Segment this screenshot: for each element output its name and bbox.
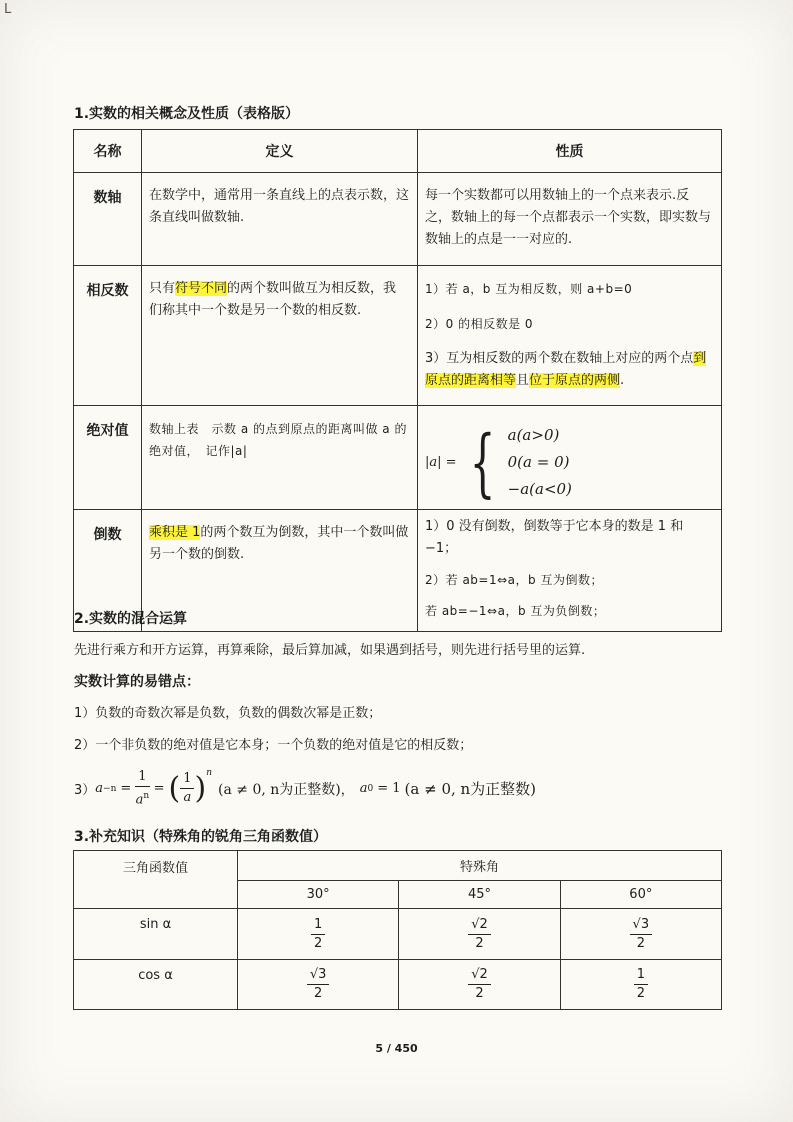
row-name: 数轴 — [74, 173, 142, 266]
row-name: 绝对值 — [74, 406, 142, 510]
angle-header: 45° — [399, 881, 560, 909]
row-definition: 只有符号不同的两个数叫做互为相反数，我们称其中一个数是另一个数的相反数. — [142, 266, 418, 406]
corner-mark: L — [4, 2, 12, 17]
angle-header: 60° — [560, 881, 721, 909]
real-number-table — [73, 129, 722, 632]
row-name: 倒数 — [74, 510, 142, 632]
header-name: 名称 — [74, 130, 142, 173]
header-definition: 定义 — [142, 130, 418, 173]
table-row — [74, 909, 722, 960]
table-row — [74, 173, 722, 266]
trig-header-row — [74, 851, 722, 881]
row-definition: 在数学中，通常用一条直线上的点表示数，这条直线叫做数轴. — [142, 173, 418, 266]
row-property: 每一个实数都可以用数轴上的一个点来表示.反之，数轴上的每一个点都表示一个实数，即实数与数轴上的点是一一对应的. — [418, 173, 722, 266]
highlight: 到原点的距离相等 — [425, 351, 707, 388]
brace-icon: { — [469, 419, 496, 506]
error-item: 2）一个非负数的绝对值是它本身；一个负数的绝对值是它的相反数； — [74, 738, 473, 753]
trig-fn: sin α — [74, 909, 238, 960]
trig-value: $\frac{√3}{2}$ — [560, 909, 721, 960]
section1-title: 1.实数的相关概念及性质（表格版） — [74, 106, 300, 122]
table-row — [74, 406, 722, 510]
table-row — [74, 960, 722, 1010]
header-property: 性质 — [418, 130, 722, 173]
trig-value: $\frac{√2}{2}$ — [399, 909, 560, 960]
section3-title: 3.补充知识（特殊角的锐角三角函数值） — [74, 829, 328, 845]
trig-value: $\frac{1}{2}$ — [560, 960, 721, 1010]
trig-value: $\frac{√3}{2}$ — [238, 960, 399, 1010]
mixed-operation-text: 先进行乘方和开方运算，再算乘除，最后算加减，如果遇到括号，则先进行括号里的运算. — [74, 643, 586, 658]
trig-value: $\frac{1}{2}$ — [238, 909, 399, 960]
highlight: 符号不同 — [175, 281, 228, 296]
angle-header: 30° — [238, 881, 399, 909]
row-property: 1）若 a，b 互为相反数，则 a+b=0 2）0 的相反数是 0 3）互为相反数的两个数在数轴上对应的两个点到原点的距离相等且位于原点的两侧. — [418, 266, 722, 406]
trig-table — [73, 850, 722, 1010]
trig-value: $\frac{√2}{2}$ — [399, 960, 560, 1010]
page-number: 5 / 450 — [375, 1042, 418, 1055]
row-definition: 乘积是 1的两个数互为倒数，其中一个数叫做另一个数的倒数. — [142, 510, 418, 632]
row-name: 相反数 — [74, 266, 142, 406]
error-item: 1）负数的奇数次幂是负数，负数的偶数次幂是正数； — [74, 706, 382, 721]
row-property — [418, 406, 722, 510]
absolute-value-formula: |a| = { a(a>0) 0(a = 0) −a(a<0) — [425, 419, 572, 506]
power-formula: 3） a −n = $\frac{1}{a^n}$ = ( $\frac{1}{a}$ ) $^n$ (a ≠ 0, n为正整数) ， a 0 = 1 (a ≠ 0, n为正整数) — [74, 768, 537, 808]
highlight: 乘积是 1 — [149, 525, 201, 540]
highlight: 位于原点的两侧 — [529, 373, 621, 388]
trig-group-label: 特殊角 — [238, 851, 722, 881]
table-row — [74, 266, 722, 406]
section2-title: 2.实数的混合运算 — [74, 611, 188, 627]
trig-fn: cos α — [74, 960, 238, 1010]
trig-col-label: 三角函数值 — [74, 851, 238, 909]
row-definition: 数轴上表 示数 a 的点到原点的距离叫做 a 的绝对值， 记作|a| — [142, 406, 418, 510]
errors-title: 实数计算的易错点： — [74, 674, 200, 690]
row-property: 1）0 没有倒数，倒数等于它本身的数是 1 和−1； 2）若 ab=1⇔a，b 互为倒数； 若 ab=−1⇔a，b 互为负倒数； — [418, 510, 722, 632]
table-header-row — [74, 130, 722, 173]
